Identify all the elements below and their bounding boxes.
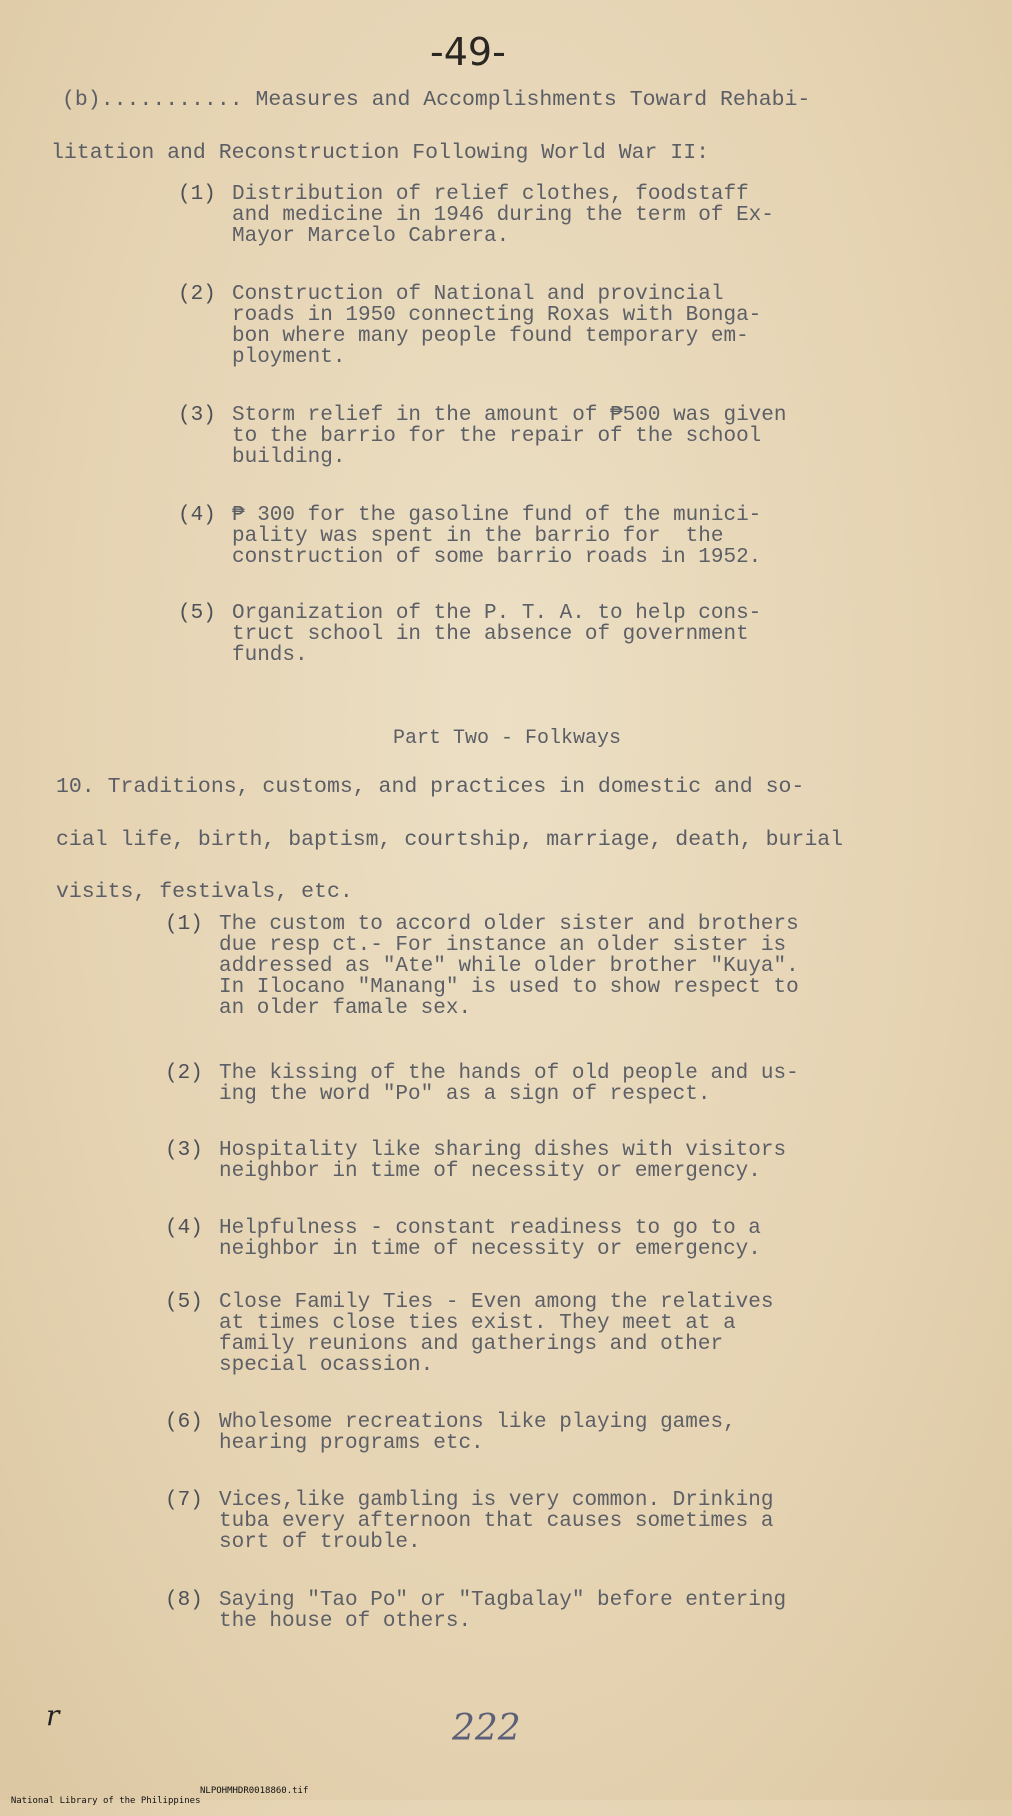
section-10-heading-line-3: visits, festivals, etc.	[56, 880, 353, 904]
item-line: Wholesome recreations like playing games,	[219, 1411, 736, 1434]
section-b-heading-line-2: litation and Reconstruction Following World War II:	[51, 141, 710, 165]
item-number: (7)	[165, 1489, 203, 1512]
item-line: Close Family Ties - Even among the relatives	[219, 1291, 774, 1314]
item-line: Distribution of relief clothes, foodstaff	[232, 183, 749, 206]
item-number: (2)	[178, 283, 216, 306]
item-line: The kissing of the hands of old people and us-	[219, 1062, 799, 1085]
list-item	[178, 404, 787, 510]
item-line: Hospitality like sharing dishes with visitors	[219, 1139, 787, 1162]
item-line: Vices,like gambling is very common. Drinking	[219, 1489, 774, 1512]
footer-library: National Library of the Philippines	[10, 1796, 201, 1806]
folio-number: 222	[452, 1708, 521, 1749]
footer-filename: NLPOHMHDR0018860.tif	[200, 1786, 309, 1796]
item-number: (6)	[165, 1411, 203, 1434]
item-line: ployment.	[232, 346, 346, 369]
item-line: family reunions and gatherings and other	[219, 1333, 724, 1356]
item-number: (8)	[165, 1589, 203, 1612]
item-line: sort of trouble.	[219, 1531, 421, 1554]
item-line: construction of some barrio roads in 1952.	[232, 546, 762, 569]
list-item	[178, 504, 762, 610]
item-line: Construction of National and provincial	[232, 283, 724, 306]
item-line: to the barrio for the repair of the school	[232, 425, 762, 448]
section-10-heading-line-2: cial life, birth, baptism, courtship, marriage, death, burial	[56, 828, 844, 852]
list-item	[178, 602, 762, 708]
item-line: Storm relief in the amount of ₱500 was given	[232, 404, 787, 427]
item-number: (5)	[165, 1291, 203, 1314]
item-line: special ocassion.	[219, 1354, 434, 1377]
item-number: (4)	[165, 1217, 203, 1240]
item-line: the house of others.	[219, 1610, 472, 1633]
item-line: In Ilocano "Manang" is used to show respect to	[219, 976, 799, 999]
section-b-heading-line-1: (b)........... Measures and Accomplishments Toward Rehabi-	[62, 88, 811, 112]
item-number: (2)	[165, 1062, 203, 1085]
item-line: truct school in the absence of government	[232, 623, 749, 646]
list-item	[165, 1589, 787, 1674]
item-line: due resp ct.- For instance an older sister is	[219, 934, 787, 957]
item-line: ₱ 300 for the gasoline fund of the munici-	[232, 504, 762, 527]
item-line: The custom to accord older sister and brothers	[219, 913, 799, 936]
item-line: Mayor Marcelo Cabrera.	[232, 225, 510, 248]
list-item	[178, 283, 762, 410]
item-line: ing the word "Po" as a sign of respect.	[219, 1083, 711, 1106]
list-item	[165, 1291, 774, 1418]
handwritten-mark: r	[46, 1699, 60, 1732]
item-line: funds.	[232, 644, 308, 667]
item-line: roads in 1950 connecting Roxas with Bonga-	[232, 304, 762, 327]
item-line: at times close ties exist. They meet at a	[219, 1312, 736, 1335]
list-item	[178, 183, 774, 289]
list-item	[165, 1489, 774, 1595]
item-line: Helpfulness - constant readiness to go to a	[219, 1217, 761, 1240]
item-line: an older famale sex.	[219, 997, 472, 1020]
list-item	[165, 1411, 736, 1496]
item-line: building.	[232, 446, 346, 469]
item-number: (1)	[178, 183, 216, 206]
item-line: pality was spent in the barrio for the	[232, 525, 724, 548]
item-line: hearing programs etc.	[219, 1432, 484, 1455]
item-line: and medicine in 1946 during the term of Ex-	[232, 204, 774, 227]
list-item	[165, 913, 799, 1061]
item-line: Saying "Tao Po" or "Tagbalay" before entering	[219, 1589, 787, 1612]
item-number: (3)	[178, 404, 216, 427]
list-item	[165, 1062, 799, 1147]
section-10-heading-line-1: 10. Traditions, customs, and practices in domestic and so-	[56, 775, 805, 799]
page-number: -49-	[430, 30, 506, 74]
list-item	[165, 1217, 761, 1302]
item-number: (4)	[178, 504, 216, 527]
item-line: bon where many people found temporary em-	[232, 325, 749, 348]
list-item	[165, 1139, 787, 1224]
item-line: Organization of the P. T. A. to help cons-	[232, 602, 762, 625]
item-line: neighbor in time of necessity or emergency.	[219, 1160, 761, 1183]
item-number: (5)	[178, 602, 216, 625]
part-two-heading: Part Two - Folkways	[393, 727, 622, 750]
item-number: (1)	[165, 913, 203, 936]
item-number: (3)	[165, 1139, 203, 1162]
item-line: addressed as "Ate" while older brother "Kuya".	[219, 955, 799, 978]
item-line: tuba every afternoon that causes sometimes a	[219, 1510, 774, 1533]
scan-footer	[0, 1786, 309, 1816]
item-line: neighbor in time of necessity or emergency.	[219, 1238, 761, 1261]
